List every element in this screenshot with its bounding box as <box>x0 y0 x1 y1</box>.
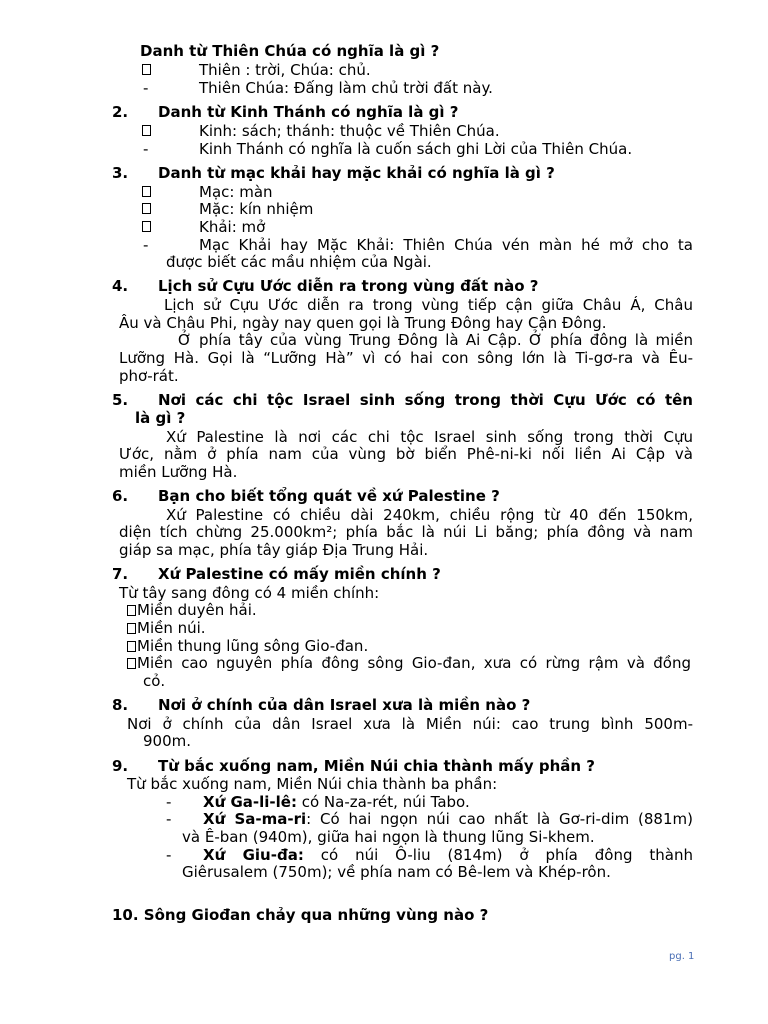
question-9-title: 9. Từ bắc xuống nam, Miền Núi chia thành mấy phần ? <box>112 757 595 775</box>
question-7-title: 7. Xứ Palestine có mấy miền chính ? <box>112 565 441 583</box>
page-number: pg. 1 <box>669 951 695 962</box>
q9-sub-2-cont: và Ê-ban (940m), giữa hai ngọn là thung lũng Si-khem. <box>182 828 595 846</box>
q3-dash-line-b: được biết các mầu nhiệm của Ngài. <box>166 253 432 271</box>
square-bullet-icon <box>127 658 136 669</box>
question-3-title: 3. Danh từ mạc khải hay mặc khải có nghĩa là gì ? <box>112 164 555 182</box>
square-bullet-icon <box>140 61 154 79</box>
q6-para-line-2: diện tích chừng 25.000km²; phía bắc là núi Li băng; phía đông và nam <box>119 523 693 541</box>
q7-item-3: Miền thung lũng sông Gio-đan. <box>127 637 368 655</box>
q7-intro: Từ tây sang đông có 4 miền chính: <box>119 584 380 602</box>
dash-bullet: - <box>143 79 149 97</box>
q6-para-line-1: Xứ Palestine có chiều dài 240km, chiều rộng từ 40 đến 150km, <box>166 506 693 524</box>
q7-item-4: Miền cao nguyên phía đông sông Gio-đan, xưa có rừng rậm và đồng <box>127 654 693 672</box>
q8-para-line-1: Nơi ở chính của dân Israel xưa là Miền núi: cao trung bình 500m- <box>127 715 693 733</box>
q5-para-line-2: Ước, nằm ở phía nam của vùng bờ biển Phê-ni-ki nối liền Ai Cập và <box>119 445 693 463</box>
q9-sub-3-cont: Giêrusalem (750m); về phía nam có Bê-lem và Khép-rôn. <box>182 863 611 881</box>
q3-bullet-2: Mặc: kín nhiệm <box>199 200 314 218</box>
dash-bullet: - <box>143 236 149 254</box>
question-2-title: 2. Danh từ Kinh Thánh có nghĩa là gì ? <box>112 103 459 121</box>
question-8-title: 8. Nơi ở chính của dân Israel xưa là miền nào ? <box>112 696 531 714</box>
square-bullet-icon <box>127 623 136 634</box>
q9-sub-1: Xứ Ga-li-lê: có Na-za-rét, núi Tabo. <box>203 793 470 811</box>
q3-bullet-1: Mạc: màn <box>199 183 273 201</box>
q4-para-line-4: Lưỡng Hà. Gọi là “Lưỡng Hà” vì có hai con sông lớn là Ti-gơ-ra và Êu- <box>119 349 693 367</box>
q7-item-1: Miền duyên hải. <box>127 601 257 619</box>
question-4-title: 4. Lịch sử Cựu Ước diễn ra trong vùng đất nào ? <box>112 277 539 295</box>
q9-sub-2: Xứ Sa-ma-ri: Có hai ngọn núi cao nhất là Gơ-ri-dim (881m) <box>203 810 693 828</box>
square-bullet-icon <box>127 641 136 652</box>
q1-dash-1: Thiên Chúa: Đấng làm chủ trời đất này. <box>199 79 493 97</box>
square-bullet-icon <box>127 605 136 616</box>
question-1-title: Danh từ Thiên Chúa có nghĩa là gì ? <box>140 42 440 60</box>
q5-para-line-1: Xứ Palestine là nơi các chi tộc Israel sinh sống trong thời Cựu <box>166 428 693 446</box>
square-bullet-icon <box>140 200 154 218</box>
q2-bullet-1: Kinh: sách; thánh: thuộc về Thiên Chúa. <box>199 122 500 140</box>
question-10-title: 10. Sông Giođan chảy qua những vùng nào ? <box>112 906 489 924</box>
dash-bullet: - <box>166 810 172 828</box>
square-bullet-icon <box>140 183 154 201</box>
question-6-title: 6. Bạn cho biết tổng quát về xứ Palestine ? <box>112 487 500 505</box>
q6-para-line-3: giáp sa mạc, phía tây giáp Địa Trung Hải. <box>119 541 429 559</box>
q3-dash-line-a: Mạc Khải hay Mặc Khải: Thiên Chúa vén màn hé mở cho ta <box>199 236 693 254</box>
square-bullet-icon <box>140 122 154 140</box>
dash-bullet: - <box>166 846 172 864</box>
dash-bullet: - <box>143 140 149 158</box>
q2-dash-1: Kinh Thánh có nghĩa là cuốn sách ghi Lời của Thiên Chúa. <box>199 140 633 158</box>
dash-bullet: - <box>166 793 172 811</box>
question-5-title: 5. Nơi các chi tộc Israel sinh sống trong thời Cựu Ước có tên <box>112 391 693 409</box>
q5-para-line-3: miền Lưỡng Hà. <box>119 463 238 481</box>
q8-para-line-2: 900m. <box>143 732 192 750</box>
q9-sub-3: Xứ Giu-đa: có núi Ô-liu (814m) ở phía đông thành <box>203 846 693 864</box>
q7-item-4-cont: cỏ. <box>143 672 166 690</box>
q9-intro: Từ bắc xuống nam, Miền Núi chia thành ba phần: <box>127 775 498 793</box>
q4-para-line-1: Lịch sử Cựu Ước diễn ra trong vùng tiếp cận giữa Châu Á, Châu <box>164 296 693 314</box>
q1-bullet-1: Thiên : trời, Chúa: chủ. <box>199 61 371 79</box>
question-5-title-cont: là gì ? <box>135 409 186 427</box>
q4-para-line-3: Ở phía tây của vùng Trung Đông là Ai Cập. Ở phía đông là miền <box>178 331 693 349</box>
q3-bullet-3: Khải: mở <box>199 218 266 236</box>
q4-para-line-2: Âu và Châu Phi, ngày nay quen gọi là Trung Đông hay Cận Đông. <box>119 314 607 332</box>
q7-item-2: Miền núi. <box>127 619 206 637</box>
square-bullet-icon <box>140 218 154 236</box>
q4-para-line-5: phơ-rát. <box>119 367 179 385</box>
